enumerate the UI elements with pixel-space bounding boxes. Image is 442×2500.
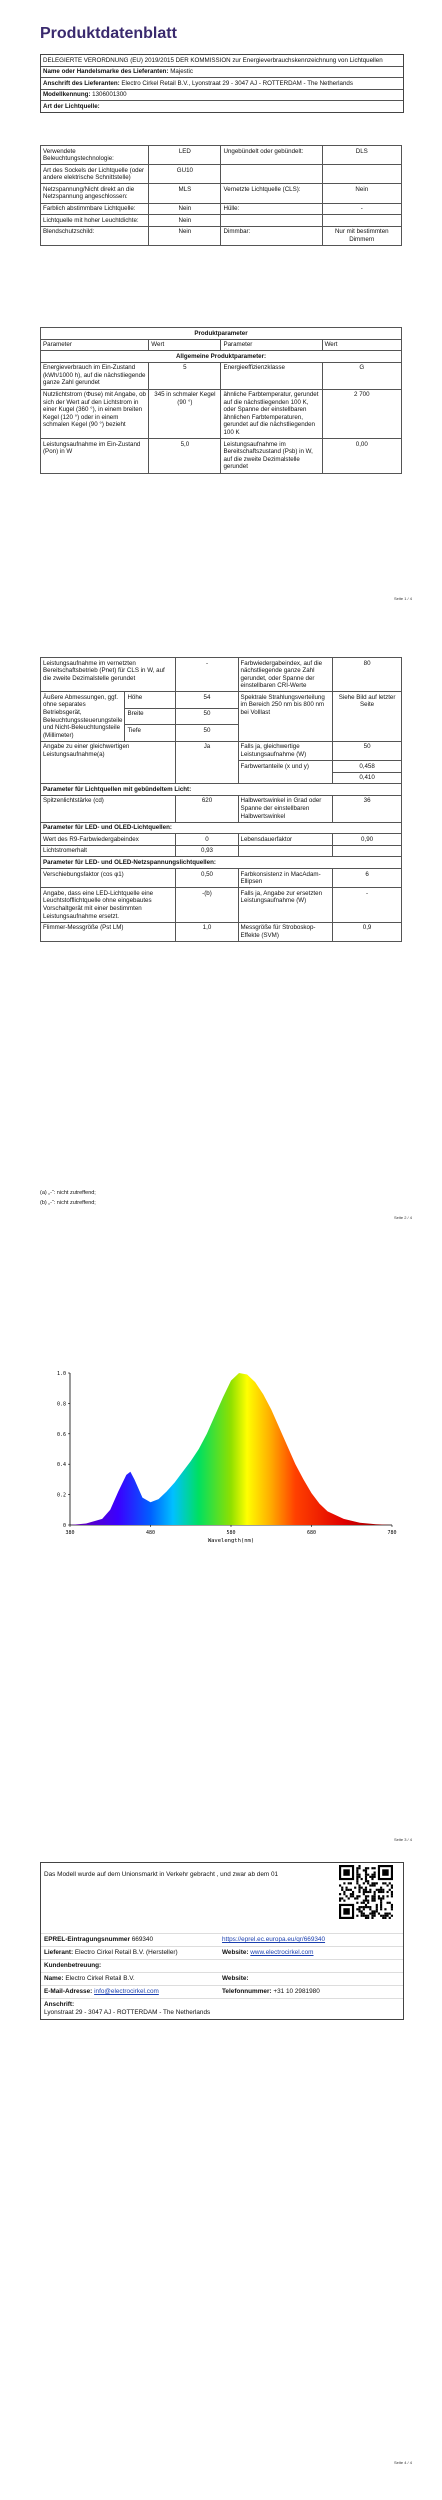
dimension-key: Höhe xyxy=(125,692,176,709)
email-row: E-Mail-Adresse: info@electrocirkel.com Telefonnummer: +31 10 2981980 xyxy=(41,1985,403,1998)
regulation-text: DELEGIERTE VERORDNUNG (EU) 2019/2015 DER KOMMISSION zur Energieverbrauchskennzeichnung von Lichtquellen xyxy=(43,56,383,64)
type-label: Verwendete Beleuchtungstechnologie: xyxy=(41,146,149,165)
params-title: Produktparameter xyxy=(41,328,402,340)
param-value: 0,50 xyxy=(176,869,238,888)
page-number-4: Seite 4 / 4 xyxy=(393,2460,412,2465)
param-value-2: 6 xyxy=(333,869,402,888)
mls-row xyxy=(41,888,402,922)
param-value: 620 xyxy=(176,795,238,822)
model-row: Modellkennung: 1306001300 xyxy=(41,89,403,101)
chromaticity-y: 0,410 xyxy=(333,772,402,784)
type-row xyxy=(41,184,402,203)
dimension-value: 50 xyxy=(176,708,238,725)
led-section xyxy=(41,822,402,834)
param-value: - xyxy=(176,658,238,692)
col-value-1: Wert xyxy=(149,339,221,351)
param-label: Energieverbrauch im Ein-Zustand (kWh/1000 h), auf die nächstliegende ganze Zahl gerundet xyxy=(41,362,149,389)
param-value-2: 36 xyxy=(333,795,402,822)
dls-section xyxy=(41,784,402,796)
chromaticity-label: Farbwertanteile (x und y) xyxy=(238,761,333,784)
param-value: 0 xyxy=(176,834,238,846)
param-value-2: 0,9 xyxy=(333,922,402,941)
dimension-value: 54 xyxy=(176,692,238,709)
mls-row xyxy=(41,922,402,941)
dimension-row xyxy=(41,692,402,709)
param-label: Angabe, dass eine LED-Lichtquelle eine Leuchtstofflichtquelle ohne eingebautes Vorschaltgerät mit einer bestimmten Leistungsaufnahme ersetzt. xyxy=(41,888,176,922)
spectral-distribution-chart xyxy=(40,1365,402,1545)
led-section-cell: Parameter für LED- und OLED-Lichtquellen: xyxy=(41,822,402,834)
document-title: Produktdatenblatt xyxy=(40,25,177,42)
dimension-value: 50 xyxy=(176,725,238,742)
dls-section-cell: Parameter für Lichtquellen mit gebündeltem Licht: xyxy=(41,784,402,796)
customer-service-title: Kundenbetreuung: xyxy=(41,1959,403,1972)
type-value-2: Nein xyxy=(322,184,401,203)
supplier-name-row: Name oder Handelsmarke des Lieferanten: Majestic xyxy=(41,66,403,78)
param-label-2: Farbkonsistenz in MacAdam-Ellipsen xyxy=(238,869,333,888)
general-row xyxy=(41,439,402,473)
type-value-2: DLS xyxy=(322,146,401,165)
param-label: Wert des R9-Farbwiedergabeindex xyxy=(41,834,176,846)
x-tick-label: 380 xyxy=(65,1530,75,1536)
contact-box xyxy=(40,1862,404,2020)
param-label: Lichtstromerhalt xyxy=(41,845,176,857)
type-table xyxy=(40,145,402,246)
spectrum-area xyxy=(70,1373,392,1525)
y-tick-label: 0.6 xyxy=(56,1431,66,1438)
param-label-2: ähnliche Farbtemperatur, gerundet auf die nächstliegenden 100 K, oder Spanne der einstellbaren ähnlichen Farbtemperaturen, gerundet auf die nächstliegenden 100 K xyxy=(221,389,322,439)
name-row: Name: Electro Cirkel Retail B.V. Website: xyxy=(41,1972,403,1985)
dls-row xyxy=(41,795,402,822)
equivalent-value: Ja xyxy=(176,741,238,783)
param-value: 0,93 xyxy=(176,845,238,857)
mls-section xyxy=(41,857,402,869)
param-value-2: 0,00 xyxy=(322,439,401,473)
type-label-2: Ungebündelt oder gebündelt: xyxy=(221,146,322,165)
type-value: Nein xyxy=(149,226,221,245)
mls-row xyxy=(41,869,402,888)
email-link[interactable]: info@electrocirkel.com xyxy=(94,1988,159,1995)
param-label: Nutzlichtstrom (Φuse) mit Angabe, ob sich der Wert auf den Lichtstrom in einer Kugel (360 °), in einem breiten Kegel (120 °) oder in einem schmalen Kegel (90 °) bezieht xyxy=(41,389,149,439)
type-label-2 xyxy=(221,215,322,227)
dimension-key: Breite xyxy=(125,708,176,725)
type-value: LED xyxy=(149,146,221,165)
dimensions-label: Äußere Abmessungen, ggf. ohne separates Betriebsgerät, Beleuchtungssteuerungsteile und Nicht-Beleuchtungsteile (Millimeter) xyxy=(41,692,125,742)
supplier-row: Lieferant: Electro Cirkel Retail B.V. (Hersteller) Website: www.electrocirkel.com xyxy=(41,1946,403,1959)
param-value-2: 80 xyxy=(333,658,402,692)
y-tick-label: 0.4 xyxy=(56,1462,66,1469)
general-row xyxy=(41,362,402,389)
x-tick-label: 780 xyxy=(387,1530,397,1536)
param-label-2 xyxy=(238,845,333,857)
eprel-link[interactable]: https://eprel.ec.europa.eu/qr/669340 xyxy=(222,1936,326,1943)
x-axis-label: Wavelength(nm) xyxy=(207,1538,255,1544)
footnote-a: (a) „-“: nicht zutreffend; xyxy=(40,1190,96,1196)
type-label: Netzspannung/Nicht direkt an die Netzspannung angeschlossen: xyxy=(41,184,149,203)
col-param-1: Parameter xyxy=(41,339,149,351)
type-label: Art des Sockels der Lichtquelle (oder andere elektrische Schnittstelle) xyxy=(41,165,149,184)
param-label: Spitzenlichtstärke (cd) xyxy=(41,795,176,822)
page-number-3: Seite 3 / 4 xyxy=(393,1837,412,1842)
type-heading: Art der Lichtquelle: xyxy=(41,100,403,112)
param-value-2: G xyxy=(322,362,401,389)
page-number-2: Seite 2 / 4 xyxy=(393,1215,412,1220)
market-intro: Das Modell wurde auf dem Unionsmarkt in Verkehr gebracht , und zwar ab dem 01 xyxy=(41,1863,403,1933)
type-label: Lichtquelle mit hoher Leuchtdichte: xyxy=(41,215,149,227)
type-label-2: Hülle: xyxy=(221,203,322,215)
general-row xyxy=(41,389,402,439)
mls-section-cell: Parameter für LED- und OLED-Netzspannungslichtquellen: xyxy=(41,857,402,869)
params-table-continued xyxy=(40,657,402,942)
header-box xyxy=(40,54,404,113)
param-label: Leistungsaufnahme im vernetzten Bereitschaftsbetrieb (Pnet) für CLS in W, auf die zweite Dezimalstelle gerundet xyxy=(41,658,176,692)
param-value: 5 xyxy=(149,362,221,389)
col-param-2: Parameter xyxy=(221,339,322,351)
type-value-2: - xyxy=(322,203,401,215)
address-row: Anschrift: Lyonstraat 29 - 3047 AJ - ROTTERDAM - The Netherlands xyxy=(41,1998,403,2019)
product-params-table xyxy=(40,327,402,474)
type-label-2 xyxy=(221,165,322,184)
y-tick-label: 0 xyxy=(62,1523,66,1529)
equivalent-row xyxy=(41,741,402,760)
equivalent-power-label: Falls ja, gleichwertige Leistungsaufnahme (W) xyxy=(238,741,333,760)
type-row xyxy=(41,226,402,245)
type-row xyxy=(41,146,402,165)
type-row xyxy=(41,215,402,227)
general-params-title: Allgemeine Produktparameter: xyxy=(41,351,402,363)
type-value: GU10 xyxy=(149,165,221,184)
param-label-2: Messgröße für Stroboskop-Effekte (SVM) xyxy=(238,922,333,941)
col-value-2: Wert xyxy=(322,339,401,351)
param-value-2: 0,90 xyxy=(333,834,402,846)
eprel-row: EPREL-Eintragungsnummer 669340 https://eprel.ec.europa.eu/qr/669340 xyxy=(41,1933,403,1946)
param-value-2: 2 700 xyxy=(322,389,401,439)
pnet-row xyxy=(41,658,402,692)
qr-code-icon[interactable] xyxy=(339,1865,393,1919)
y-tick-label: 1.0 xyxy=(56,1371,66,1377)
led-row xyxy=(41,845,402,857)
type-value-2 xyxy=(322,165,401,184)
param-label-2: Lebensdauerfaktor xyxy=(238,834,333,846)
page-1 xyxy=(0,0,442,620)
param-value: -(b) xyxy=(176,888,238,922)
type-value-2 xyxy=(322,215,401,227)
equivalent-power-value: 50 xyxy=(333,741,402,760)
param-value: 345 in schmaler Kegel (90 °) xyxy=(149,389,221,439)
led-row xyxy=(41,834,402,846)
type-label-2: Vernetzte Lichtquelle (CLS): xyxy=(221,184,322,203)
type-row xyxy=(41,203,402,215)
website-link[interactable]: www.electrocirkel.com xyxy=(250,1949,314,1956)
y-tick-label: 0.2 xyxy=(56,1492,66,1499)
param-value: 5,0 xyxy=(149,439,221,473)
param-label: Flimmer-Messgröße (Pst LM) xyxy=(41,922,176,941)
type-label: Blendschutzschild: xyxy=(41,226,149,245)
type-row xyxy=(41,165,402,184)
param-label: Leistungsaufnahme im Ein-Zustand (Pon) in W xyxy=(41,439,149,473)
spectral-label: Spektrale Strahlungsverteilung im Bereich 250 nm bis 800 nm bei Volllast xyxy=(238,692,333,742)
dimension-key: Tiefe xyxy=(125,725,176,742)
param-label-2: Energieeffizienzklasse xyxy=(221,362,322,389)
type-value: MLS xyxy=(149,184,221,203)
y-tick-label: 0.8 xyxy=(56,1401,66,1408)
page-number-1: Seite 1 / 4 xyxy=(393,596,412,601)
param-value-2 xyxy=(333,845,402,857)
x-tick-label: 580 xyxy=(226,1530,236,1536)
x-tick-label: 480 xyxy=(145,1530,156,1536)
param-label-2: Leistungsaufnahme im Bereitschaftszustand (Psb) in W, auf die zweite Dezimalstelle gerundet xyxy=(221,439,322,473)
footnote-b: (b) „-“: nicht zutreffend; xyxy=(40,1200,96,1206)
param-value: 1,0 xyxy=(176,922,238,941)
spectral-value: Siehe Bild auf letzter Seite xyxy=(333,692,402,742)
equivalent-label: Angabe zu einer gleichwertigen Leistungsaufnahme(a) xyxy=(41,741,176,783)
supplier-address-row: Anschrift des Lieferanten: Electro Cirkel Retail B.V., Lyonstraat 29 - 3047 AJ - ROTTERDAM - The Netherlands xyxy=(41,77,403,89)
type-label: Farblich abstimmbare Lichtquelle: xyxy=(41,203,149,215)
type-value: Nein xyxy=(149,215,221,227)
x-tick-label: 680 xyxy=(306,1530,317,1536)
param-label-2: Falls ja, Angabe zur ersetzten Leistungsaufnahme (W) xyxy=(238,888,333,922)
param-label-2: Farbwiedergabeindex, auf die nächstliegende ganze Zahl gerundet, oder Spanne der einstellbaren CRI-Werte xyxy=(238,658,333,692)
type-label-2: Dimmbar: xyxy=(221,226,322,245)
param-label-2: Halbwertswinkel in Grad oder Spanne der einstellbaren Halbwertswinkel xyxy=(238,795,333,822)
chromaticity-x: 0,458 xyxy=(333,761,402,773)
type-value-2: Nur mit bestimmten Dimmern xyxy=(322,226,401,245)
param-label: Verschiebungsfaktor (cos φ1) xyxy=(41,869,176,888)
param-value-2: - xyxy=(333,888,402,922)
type-value: Nein xyxy=(149,203,221,215)
